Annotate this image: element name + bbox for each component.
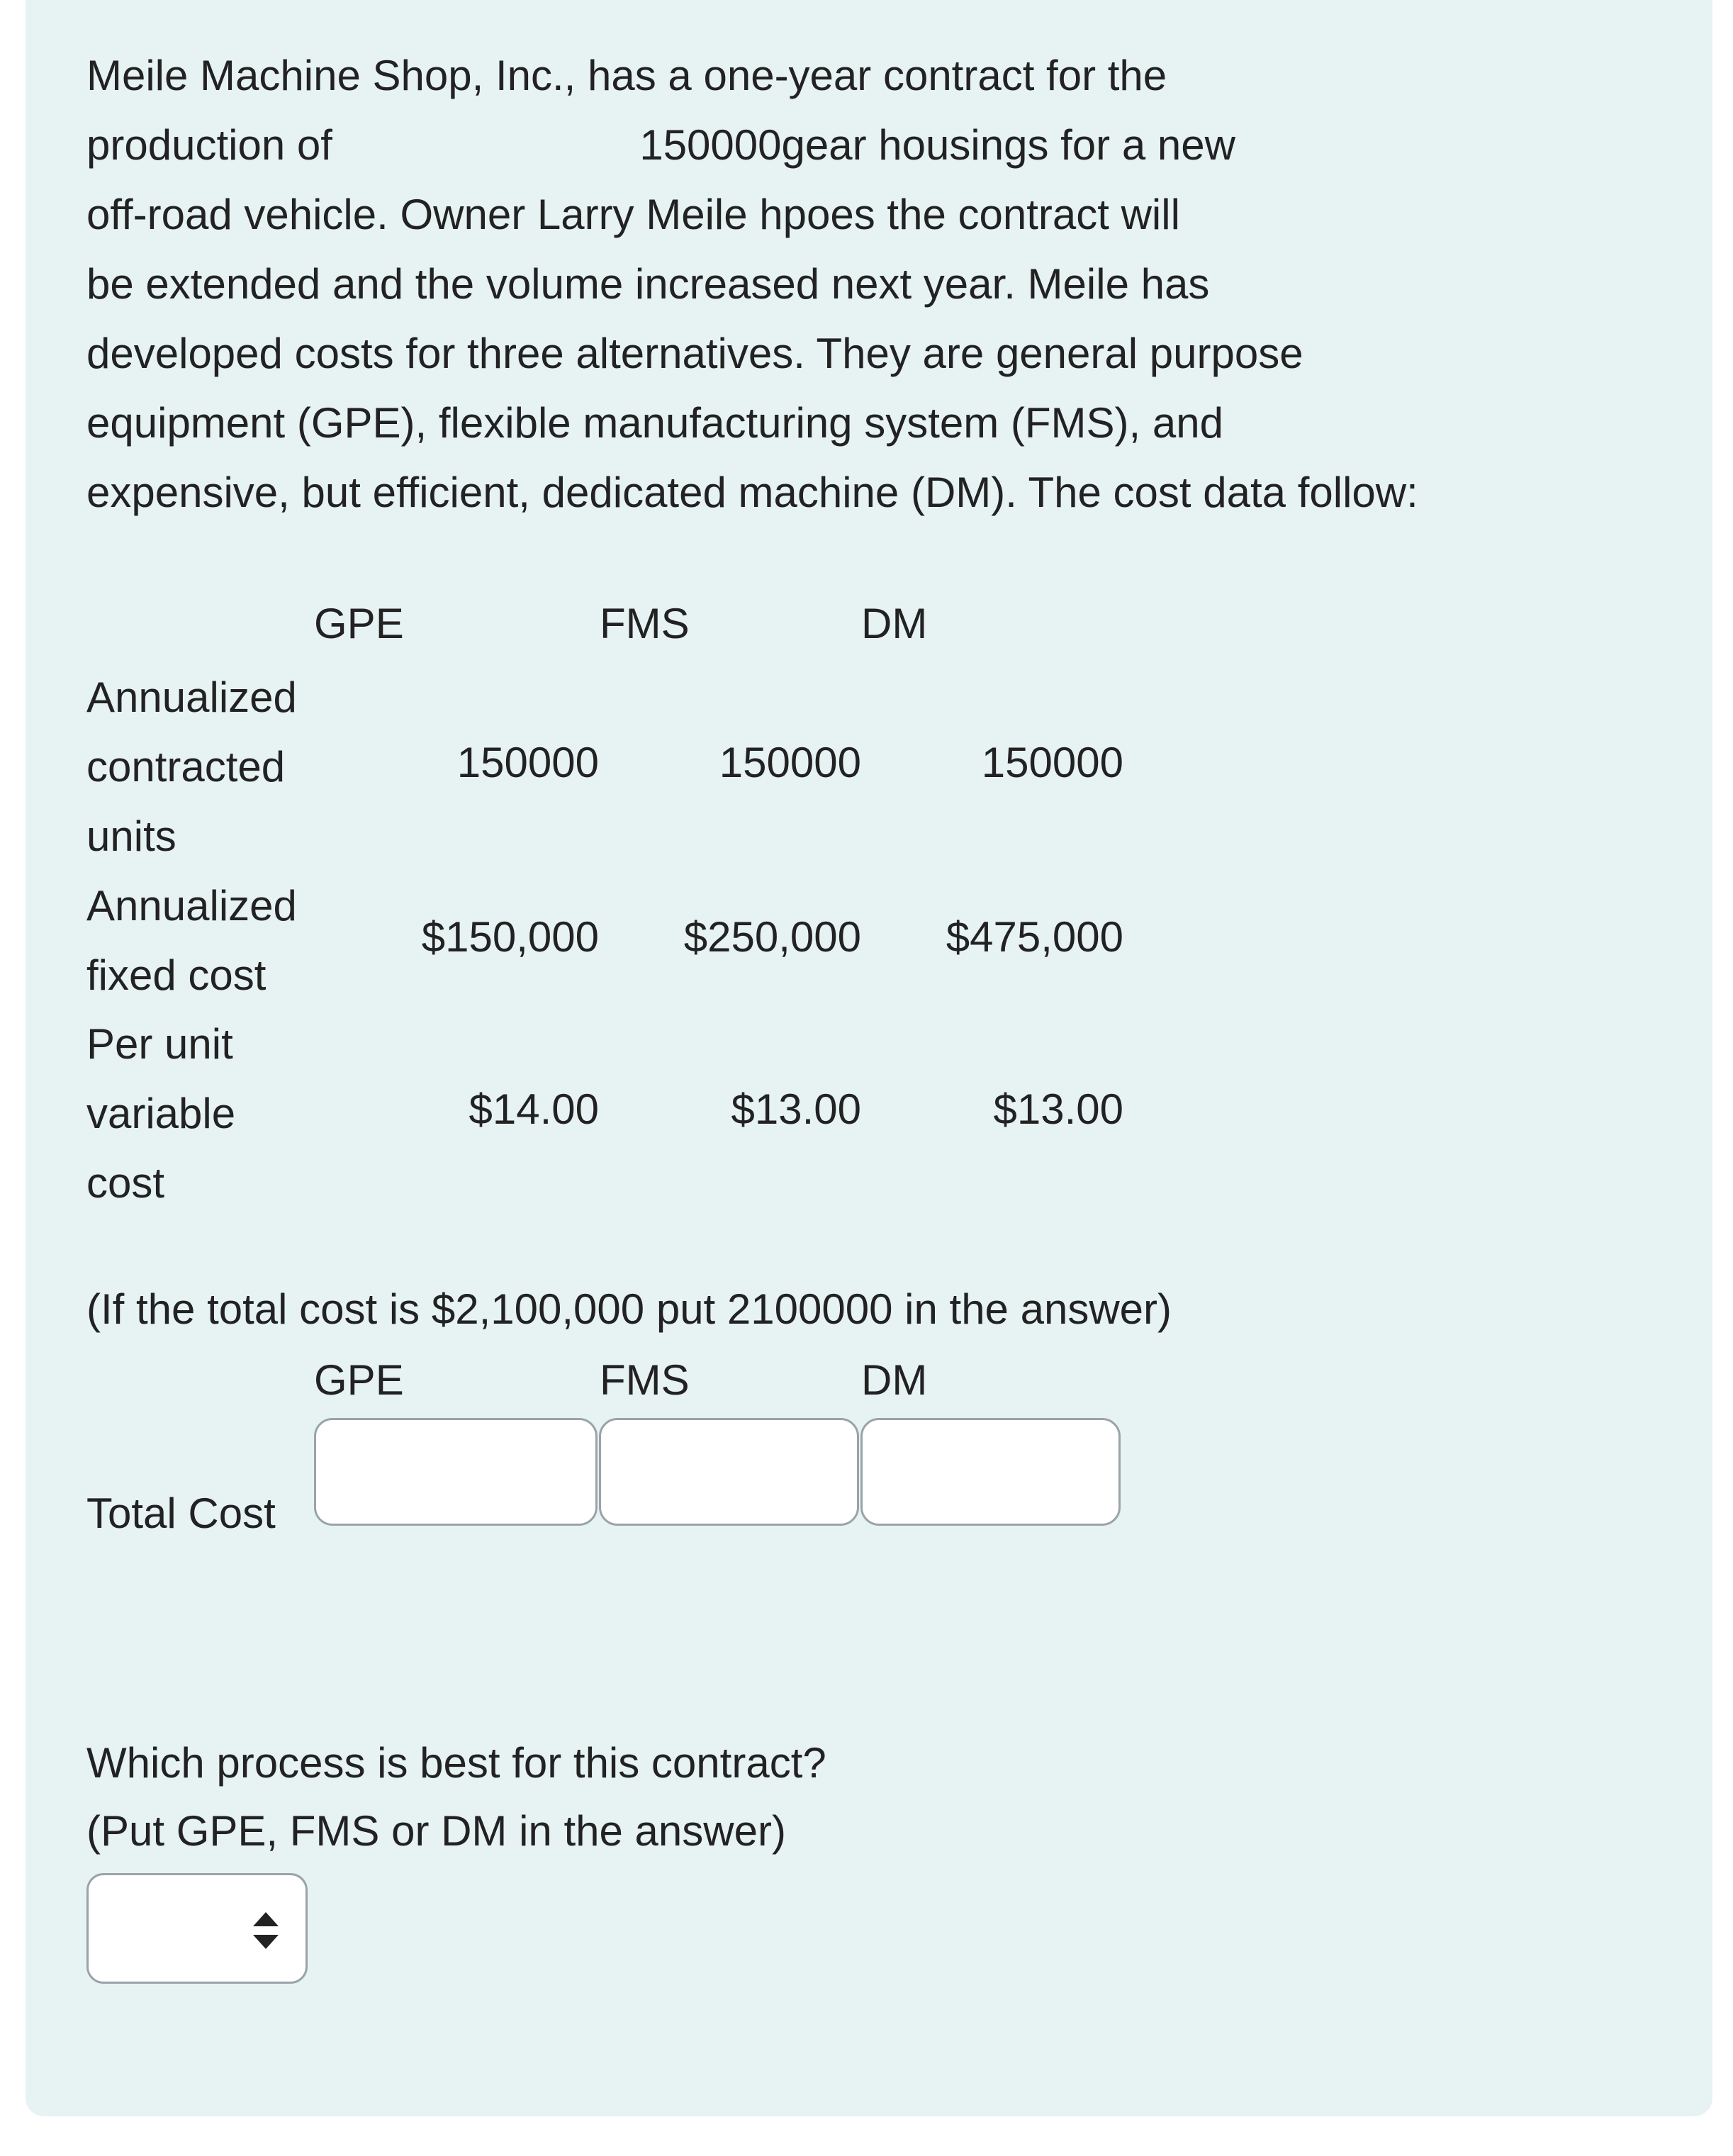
question-line: equipment (GPE), flexible manufacturing system (FMS), and — [86, 399, 1223, 447]
question-line: off-road vehicle. Owner Larry Meile hpoes the contract will — [86, 191, 1180, 238]
cost-table-header-dm: DM — [861, 600, 928, 647]
best-process-question: Which process is best for this contract? — [86, 1739, 826, 1787]
total-cost-header-dm: DM — [861, 1356, 928, 1404]
row-label-variable-cost: Per unit variable cost — [86, 1020, 236, 1207]
up-down-arrows-icon — [245, 1906, 287, 1955]
total-cost-header-gpe: GPE — [314, 1356, 404, 1404]
row-label-contracted-units: Annualized contracted units — [86, 674, 297, 860]
total-cost-instruction: (If the total cost is $2,100,000 put 2100000 in the answer) — [86, 1285, 1172, 1333]
cell-dm-variable-cost: $13.00 — [993, 1085, 1123, 1133]
total-cost-dm-input[interactable] — [860, 1418, 1121, 1526]
question-line: be extended and the volume increased next year. Meile has — [86, 260, 1210, 308]
total-cost-row-label: Total Cost — [86, 1490, 276, 1537]
cell-gpe-fixed-cost: $150,000 — [421, 913, 599, 961]
cost-table-header-fms: FMS — [600, 600, 690, 647]
cell-dm-fixed-cost: $475,000 — [946, 913, 1123, 961]
question-line: Meile Machine Shop, Inc., has a one-year contract for the — [86, 52, 1167, 99]
total-cost-gpe-input[interactable] — [314, 1418, 598, 1526]
total-cost-fms-input[interactable] — [599, 1418, 859, 1526]
cell-fms-variable-cost: $13.00 — [731, 1085, 861, 1133]
question-line: production of 150000gear housings for a new — [86, 121, 1235, 169]
cell-dm-units: 150000 — [981, 739, 1123, 786]
question-text — [86, 41, 1610, 527]
best-process-select[interactable] — [86, 1873, 308, 1984]
cell-fms-units: 150000 — [719, 739, 861, 786]
cell-gpe-variable-cost: $14.00 — [469, 1085, 599, 1133]
total-cost-header-fms: FMS — [600, 1356, 690, 1404]
question-line: expensive, but efficient, dedicated machine (DM). The cost data follow: — [86, 469, 1418, 516]
question-line: developed costs for three alternatives. They are general purpose — [86, 330, 1303, 377]
cell-fms-fixed-cost: $250,000 — [683, 913, 861, 961]
row-label-fixed-cost: Annualized fixed cost — [86, 882, 297, 999]
cell-gpe-units: 150000 — [456, 739, 599, 786]
best-process-hint: (Put GPE, FMS or DM in the answer) — [86, 1807, 786, 1855]
cost-table-header-gpe: GPE — [314, 600, 404, 647]
